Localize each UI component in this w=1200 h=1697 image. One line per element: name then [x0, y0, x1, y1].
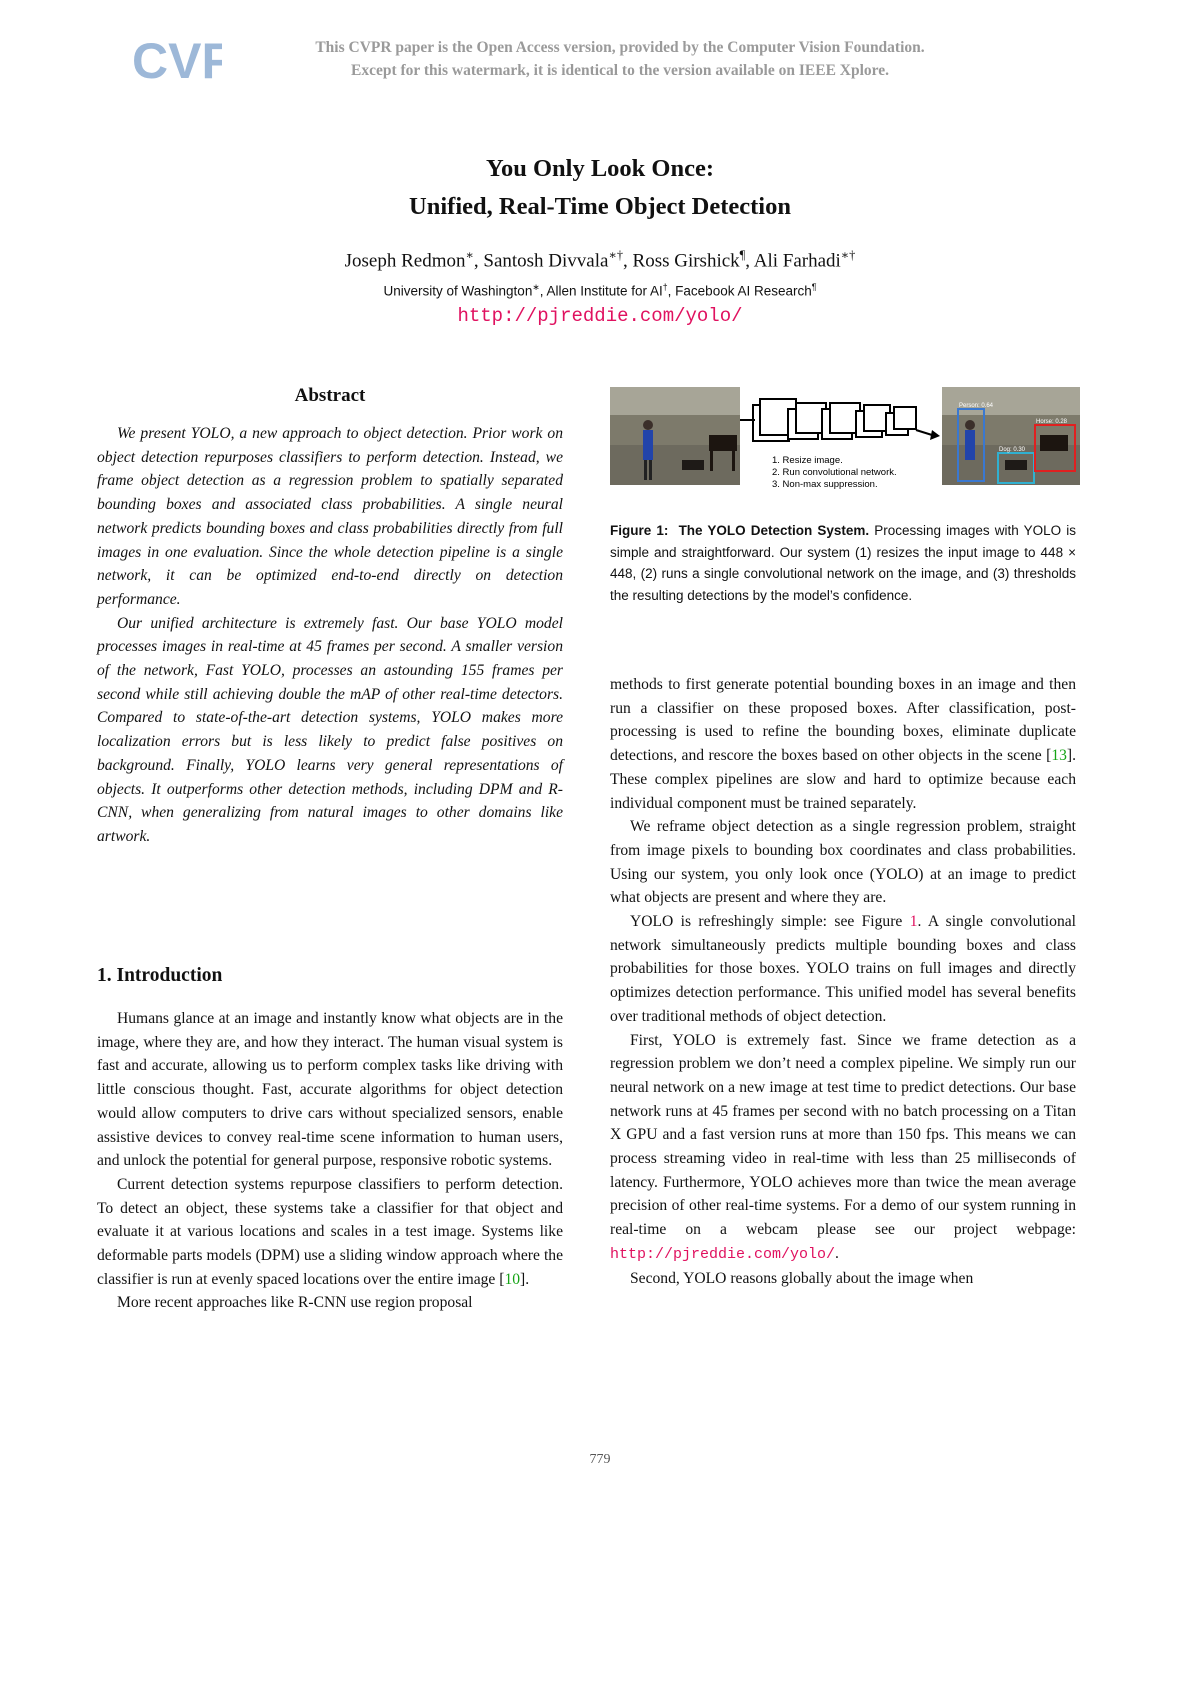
- affiliation-list: [0, 282, 1200, 299]
- abstract-paragraph: Our unified architecture is extremely fast. Our base YOLO model processes images in real-time at 45 frames per second. A smaller version of the network, Fast YOLO, processes an astounding 155 frames per second while still achieving double the mAP of other real-time detectors. Compared to state-of-the-art detection systems, YOLO makes more localization errors but is less likely to predict false positives on background. Finally, YOLO learns very general representations of objects. It outperforms other detection methods, including DPM and R-CNN, when generalizing from natural images to other domains like artwork.: [97, 614, 563, 845]
- citation-link[interactable]: 10: [504, 1270, 521, 1288]
- horse-figure: [709, 435, 737, 451]
- title-line-1: You Only Look Once:: [485, 155, 715, 182]
- author-mark: ∗: [465, 248, 474, 262]
- author-mark: ∗†: [608, 248, 624, 262]
- paragraph-text: ]. These complex pipelines are slow and hard to optimize because each individual component must be trained separately.: [610, 747, 1076, 812]
- dog-figure: [682, 460, 704, 470]
- affiliation: University of Washington: [383, 283, 533, 299]
- figure-yolo-system: [610, 385, 1080, 505]
- input-photo: [610, 387, 740, 485]
- person-figure: [643, 430, 653, 460]
- watermark-line-1: This CVPR paper is the Open Access version, provided by the Computer Vision Foundation.: [315, 39, 925, 56]
- affiliation-separator: ,: [539, 283, 547, 299]
- detection-label: Person: 0.64: [959, 403, 994, 409]
- paragraph-text: YOLO is refreshingly simple: see Figure: [630, 913, 910, 931]
- page-number: 779: [589, 1452, 611, 1467]
- author-separator: ,: [473, 250, 484, 272]
- abstract-body: [97, 422, 563, 849]
- author-mark: ¶: [739, 248, 746, 262]
- figure-step-1: 1. Resize image.: [772, 455, 843, 466]
- author-name: Ali Farhadi: [753, 250, 841, 272]
- paragraph-text: First, YOLO is extremely fast. Since we frame detection as a regression problem we don’t need a complex pipeline. We simply run our neural network on a new image at test time to predict detections. Our base network runs at 45 frames per second with no batch processing on a Titan X GPU and a fast version runs at more than 150 fps. This means we can process streaming video in real-time with less than 25 milliseconds of latency. Furthermore, YOLO achieves more than twice the mean average precision of other real-time systems. For a demo of our system running in real-time on a webcam please see our project webpage:: [610, 1031, 1076, 1239]
- affiliation-mark: †: [662, 282, 668, 292]
- body-paragraph: [610, 673, 1076, 815]
- detection-label: Horse: 0.28: [1036, 419, 1068, 425]
- body-paragraph: [610, 910, 1076, 1029]
- title-line-2: Unified, Real-Time Object Detection: [409, 193, 791, 220]
- author-name: Joseph Redmon: [344, 250, 466, 272]
- author-separator: ,: [623, 250, 633, 272]
- watermark: [200, 36, 1040, 82]
- figure-caption-title: The YOLO Detection System.: [678, 523, 870, 538]
- output-photo: [942, 387, 1080, 485]
- figure-caption-label: Figure 1:: [610, 523, 669, 538]
- body-paragraph: More recent approaches like R-CNN use region proposal: [117, 1294, 473, 1312]
- paragraph-text: ].: [520, 1270, 530, 1288]
- introduction-body: [97, 1007, 563, 1315]
- paragraph-text: .: [835, 1244, 839, 1262]
- paragraph-text: Current detection systems repurpose classifiers to perform detection. To detect an object, these systems take a classifier for that object and evaluate it at various locations and scales in a test image. Systems like deformable parts models (DPM) use a sliding window approach where the classifier is run at evenly spaced locations over the entire image [: [97, 1175, 563, 1288]
- author-mark: ∗†: [840, 248, 856, 262]
- paragraph-text: . A single convolutional network simultaneously predicts multiple bounding boxes and class probabilities for those boxes. YOLO trains on full images and directly optimizes detection performance. This unified model has several benefits over traditional methods of object detection.: [610, 913, 1076, 1025]
- body-paragraph: Humans glance at an image and instantly know what objects are in the image, where they are, and how they interact. The human visual system is fast and accurate, allowing us to perform complex tasks like driving with little conscious thought. Fast, accurate algorithms for object detection would allow computers to drive cars without specialized sensors, enable assistive devices to convey real-time scene information to human users, and unlock the potential for general purpose, responsive robotic systems.: [97, 1010, 563, 1170]
- body-paragraph: Second, YOLO reasons globally about the image when: [630, 1269, 974, 1287]
- detection-label: Dog: 0.30: [999, 447, 1026, 453]
- author-name: Ross Girshick: [632, 250, 740, 272]
- affiliation-separator: ,: [667, 283, 676, 299]
- figure-caption: [610, 520, 1076, 606]
- author-name: Santosh Divvala: [483, 250, 609, 272]
- citation-link[interactable]: 13: [1051, 747, 1067, 765]
- abstract-paragraph: We present YOLO, a new approach to object detection. Prior work on object detection repurposes classifiers to perform detection. Instead, we frame object detection as a regression problem to spatially separated bounding boxes and associated class probabilities. A single neural network predicts bounding boxes and class probabilities directly from full images in one evaluation. Since the whole detection pipeline is a single network, it can be optimized end-to-end directly on detection performance.: [97, 425, 563, 608]
- body-paragraph: We reframe object detection as a single regression problem, straight from image pixels to bounding box coordinates and class probabilities. Using our system, you only look once (YOLO) at an image to predict what objects are present and where they are.: [610, 818, 1076, 907]
- figure-illustration: [610, 385, 1080, 505]
- abstract-heading: Abstract: [294, 385, 366, 406]
- cvf-logo-text: CVF: [132, 33, 222, 89]
- figure-caption-text: Processing images with YOLO is simple and straightforward. Our system (1) resizes the input image to 448 × 448, (2) runs a single convolutional network on the image, and (3) thresholds the resulting detections by the model’s confidence.: [610, 523, 1076, 603]
- section-heading-introduction: 1. Introduction: [97, 965, 223, 986]
- body-paragraph: [610, 1029, 1076, 1267]
- figure-step-3: 3. Non-max suppression.: [772, 479, 878, 490]
- project-url-link[interactable]: http://pjreddie.com/yolo/: [457, 305, 743, 327]
- network-diagram: [753, 399, 916, 441]
- affiliation: Allen Institute for AI: [546, 283, 663, 299]
- introduction-body-continued: [610, 673, 1076, 1290]
- affiliation: Facebook AI Research: [675, 283, 812, 299]
- paragraph-text: methods to first generate potential bounding boxes in an image and then run a classifier on these proposed boxes. After classification, post-processing is used to refine the bounding boxes, eliminate duplicate detections, and rescore the boxes based on other objects in the scene [: [610, 676, 1076, 765]
- affiliation-mark: ¶: [811, 282, 817, 292]
- paper-title: [0, 150, 1200, 226]
- figure-reference-link[interactable]: 1: [909, 913, 918, 931]
- author-list: [0, 248, 1200, 272]
- author-separator: ,: [745, 250, 754, 272]
- affiliation-mark: ∗: [532, 282, 540, 292]
- watermark-line-2: Except for this watermark, it is identical to the version available on IEEE Xplore.: [350, 62, 890, 79]
- project-webpage-link[interactable]: http://pjreddie.com/yolo/: [610, 1245, 836, 1263]
- figure-step-2: 2. Run convolutional network.: [772, 467, 897, 478]
- body-paragraph: [97, 1173, 563, 1292]
